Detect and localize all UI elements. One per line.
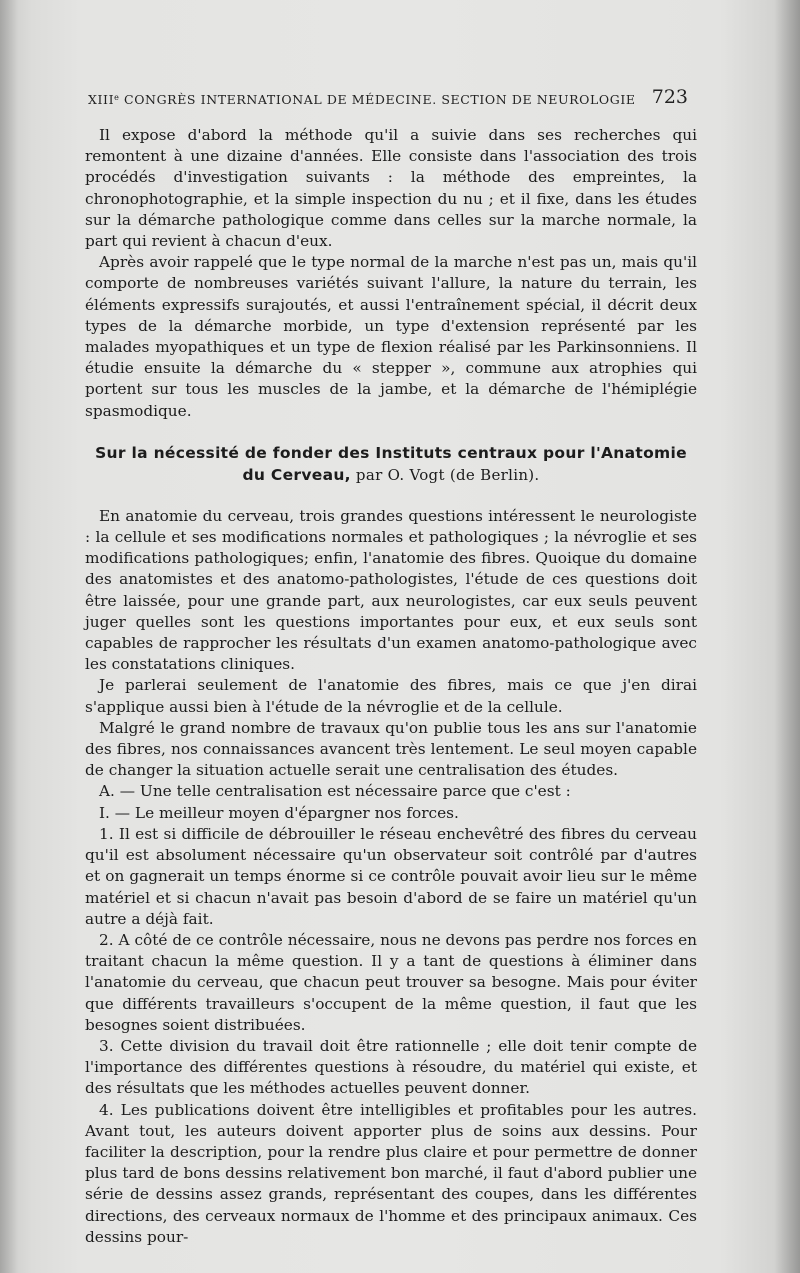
paragraph: 2. A côté de ce contrôle nécessaire, nous ne devons pas perdre nos forces en traitant chacun la même question. Il y a tant de questions à éliminer dans l'anatomie du cerveau, que chacun peut trouver sa besogne. Mais pour éviter que différents travailleurs s'occupent de la même question, il faut que les besognes soient distribuées. [85,930,697,1034]
page-number: 723 [651,86,688,108]
paragraph: I. — Le meilleur moyen d'épargner nos forces. [99,803,459,822]
paragraph: Malgré le grand nombre de travaux qu'on publie tous les ans sur l'anatomie des fibres, nos connaissances avancent très lentement. Le seul moyen capable de changer la situation actuelle serait une centralisation des études. [85,718,697,780]
paragraph: A. — Une telle centralisation est nécessaire parce que c'est : [99,782,571,801]
paragraph: 1. Il est si difficile de débrouiller le réseau enchevêtré des fibres du cerveau qu'il est absolument nécessaire qu'un observateur soit contrôlé par d'autres et on gagnerait un temps énorme si ce contrôle pouvait avoir lieu sur le même matériel et si chacun n'avait pas besoin d'abord de se faire un matériel qu'un autre a déjà fait. [85,824,697,928]
paragraph: 3. Cette division du travail doit être rationnelle ; elle doit tenir compte de l'importance des différentes questions à résoudre, du matériel qui existe, et des résultats que les méthodes actuelles peuvent donner. [85,1036,697,1098]
heading-line-1: Sur la nécessité de fonder des Instituts centraux pour l'Anatomie [95,443,687,462]
page-gutter-shadow [0,0,18,1273]
running-header [88,86,688,110]
heading-line-2: du Cerveau, par O. Vogt (de Berlin). [242,465,540,484]
paragraph: Après avoir rappelé que le type normal de la marche n'est pas un, mais qu'il comporte de nombreuses variétés suivant l'allure, la nature du terrain, les éléments expressifs surajoutés, et aussi l'entraînement spécial, il décrit deux types de la démarche morbide, un type d'extension représenté par les malades myopathiques et un type de flexion réalisé par les Parkinsonniens. Il étudie ensuite la démarche du « stepper », commune aux atrophies qui portent sur tous les muscles de la jambe, et la démarche de l'hémiplégie spasmodique. [85,253,697,420]
author-byline: par O. Vogt (de Berlin). [350,465,540,484]
paragraph: 4. Les publications doivent être intelligibles et profitables pour les autres. Avant tout, les auteurs doivent apporter plus de soins aux dessins. Pour faciliter la description, pour la rendre plus claire et pour permettre de donner plus tard de bons dessins relativement bon marché, il faut d'abord publier une série de dessins assez grands, représentant des coupes, dans les différentes directions, des cerveaux normaux de l'homme et des principaux animaux. Ces dessins pour- [85,1100,697,1246]
page-body [85,125,697,1248]
paragraph: Il expose d'abord la méthode qu'il a suivie dans ses recherches qui remontent à une dizaine d'années. Elle consiste dans l'association des trois procédés d'investigation suivants : la méthode des empreintes, la chronophotographie, et la simple inspection du nu ; et il fixe, dans les études sur la démarche pathologique comme dans celles sur la marche normale, la part qui revient à chacun d'eux. [85,126,697,251]
paragraph: Je parlerai seulement de l'anatomie des fibres, mais ce que j'en dirai s'applique aussi bien à l'étude de la névroglie et de la cellule. [85,676,697,716]
section-heading [85,442,697,486]
running-title: XIIIe CONGRÈS INTERNATIONAL DE MÉDECINE. SECTION DE NEUROLOGIE [88,92,636,107]
paragraph: En anatomie du cerveau, trois grandes questions intéressent le neurologiste : la cellule et ses modifications normales et pathologiques ; la névroglie et ses modifications pathologiques; enfin, l'anatomie des fibres. Quoique du domaine des anatomistes et des anatomo-pathologistes, l'étude de ces questions doit être laissée, pour une grande part, aux neurologistes, car eux seuls peuvent juger quelles sont les questions importantes pour eux, et eux seuls sont capables de rapprocher les résultats d'un examen anatomo-pathologique avec les constatations cliniques. [85,506,697,674]
page-edge-shadow [774,0,800,1273]
